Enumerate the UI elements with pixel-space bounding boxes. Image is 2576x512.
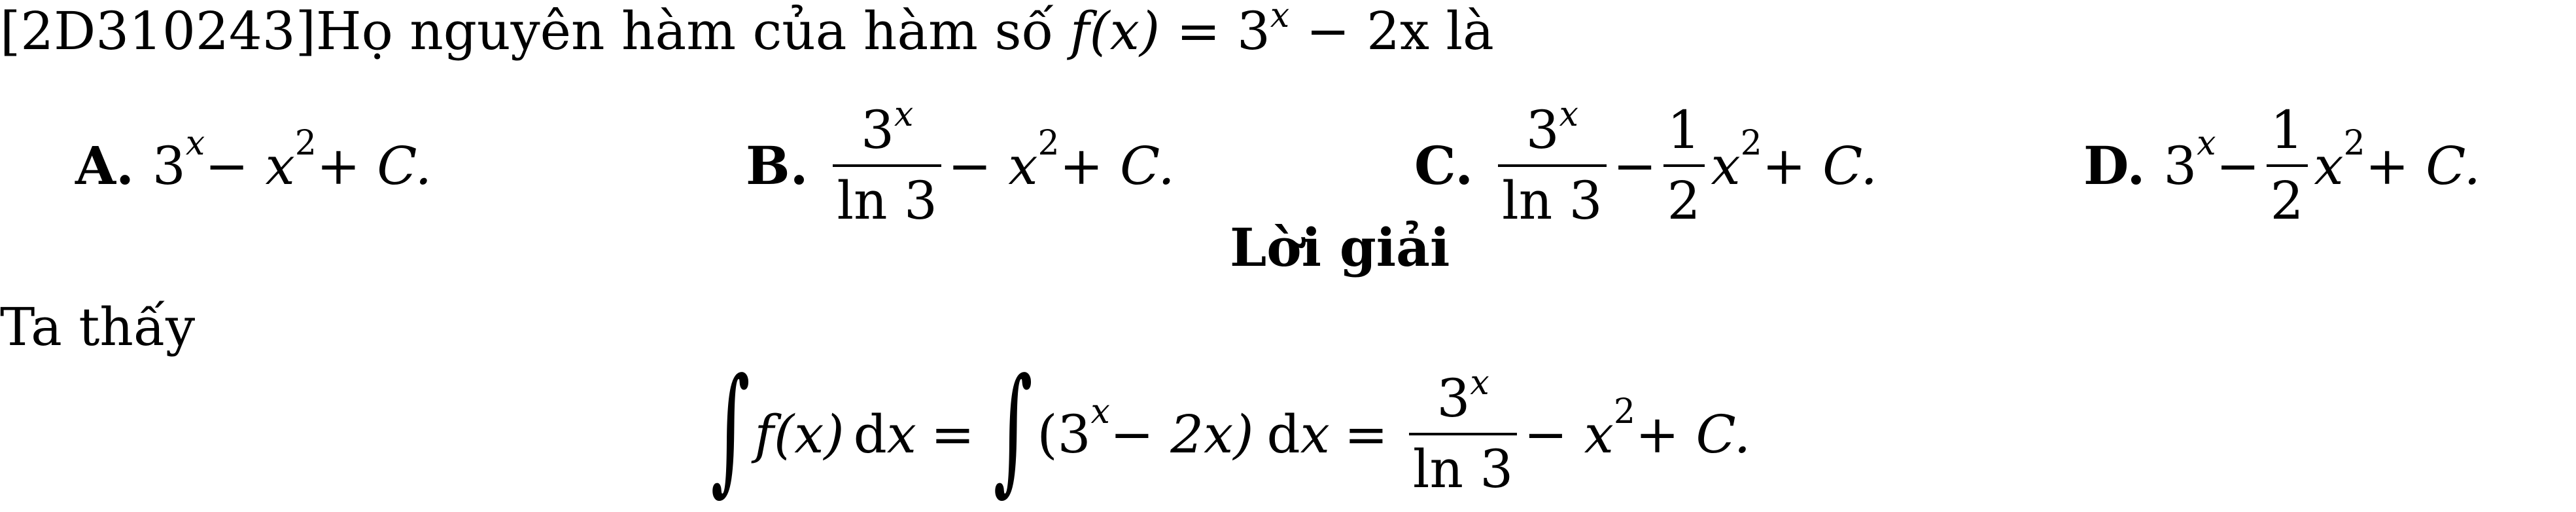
formula-d: d [853, 403, 887, 465]
question-minus-term: − 2x [1306, 1, 1430, 62]
formula-rhs-den: ln 3 [1412, 439, 1514, 500]
fraction-bar [1663, 164, 1705, 167]
solution-intro: Ta thấy [0, 297, 196, 357]
question-tail: là [1446, 1, 1494, 62]
formula-d2: d [1266, 403, 1300, 465]
formula-x: x [886, 403, 916, 465]
formula-lhs: f(x) [754, 403, 844, 465]
question-text: Họ nguyên hàm của hàm số [315, 1, 1054, 62]
option-b-fraction [833, 95, 941, 231]
formula-x2: x [1300, 403, 1330, 465]
option-c-label: C. [1414, 135, 1474, 196]
option-d-base: 3 [2163, 135, 2197, 196]
option-d-half-num: 1 [2270, 100, 2304, 160]
option-c-den: ln 3 [1502, 170, 1603, 231]
option-c-num: 3 [1525, 100, 1559, 160]
option-b-rest-exp: 2 [1037, 124, 1060, 163]
option-b-den: ln 3 [837, 170, 937, 231]
option-a-tail: + C. [316, 135, 432, 196]
option-a-minus: − x [205, 135, 295, 196]
option-a-base: 3 [152, 135, 186, 196]
option-c[interactable] [1414, 95, 1877, 231]
option-c-half-den: 2 [1667, 170, 1701, 231]
question-equals: = [1176, 1, 1221, 62]
option-d-mid: − [2216, 135, 2260, 196]
formula-inner: − 2x) [1109, 403, 1254, 465]
option-b-rest: − x [947, 135, 1038, 196]
formula-rhs-num: 3 [1436, 368, 1471, 429]
option-d-label: D. [2083, 135, 2146, 196]
integral-sign: ∫ [993, 348, 1033, 509]
formula-rhs-exp: x [1470, 363, 1489, 403]
fraction-bar [833, 164, 941, 167]
formula-fraction [1409, 363, 1517, 500]
option-c-fraction [1498, 95, 1606, 231]
formula-eq2: = [1344, 403, 1388, 465]
option-a-exp2: 2 [294, 124, 317, 163]
fraction-bar [1409, 433, 1517, 435]
formula-open: (3 [1037, 403, 1091, 465]
question-line [0, 0, 1494, 62]
formula-rhs-tail: + C. [1635, 403, 1751, 465]
option-d[interactable] [2083, 100, 2481, 231]
option-b-num: 3 [861, 100, 894, 160]
formula-rhs-rest-exp: 2 [1613, 392, 1635, 431]
integral-sign: ∫ [710, 348, 750, 509]
option-c-rest: x [1711, 135, 1741, 196]
option-c-half-num: 1 [1667, 100, 1701, 160]
formula-exp: x [1090, 392, 1110, 431]
option-b-num-exp: x [894, 95, 914, 134]
option-c-half [1663, 100, 1705, 231]
option-d-half-den: 2 [2270, 170, 2304, 231]
question-base: 3 [1236, 1, 1270, 62]
option-a-exp: x [185, 124, 205, 163]
formula-rhs-rest: − x [1523, 403, 1614, 465]
option-b[interactable] [746, 95, 1175, 231]
option-b-tail: + C. [1059, 135, 1175, 196]
question-exponent: x [1270, 0, 1290, 35]
option-d-rest: x [2314, 135, 2344, 196]
option-b-label: B. [746, 135, 809, 196]
fraction-bar [1498, 164, 1606, 167]
fraction-bar [2267, 164, 2308, 167]
option-a-label: A. [75, 135, 134, 196]
option-c-num-exp: x [1559, 95, 1578, 134]
option-d-half [2267, 100, 2308, 231]
solution-formula [706, 348, 1751, 509]
option-d-base-exp: x [2197, 124, 2216, 163]
option-d-rest-exp: 2 [2343, 124, 2365, 163]
option-c-mid: − [1612, 135, 1657, 196]
solution-heading: Lời giải [1230, 217, 1450, 278]
option-a[interactable] [75, 110, 432, 221]
formula-eq: = [930, 403, 975, 465]
question-code: [2D310243] [0, 1, 316, 62]
option-c-rest-exp: 2 [1740, 124, 1762, 163]
option-c-tail: + C. [1762, 135, 1877, 196]
question-function-lhs: f(x) [1070, 1, 1160, 62]
option-d-tail: + C. [2365, 135, 2481, 196]
